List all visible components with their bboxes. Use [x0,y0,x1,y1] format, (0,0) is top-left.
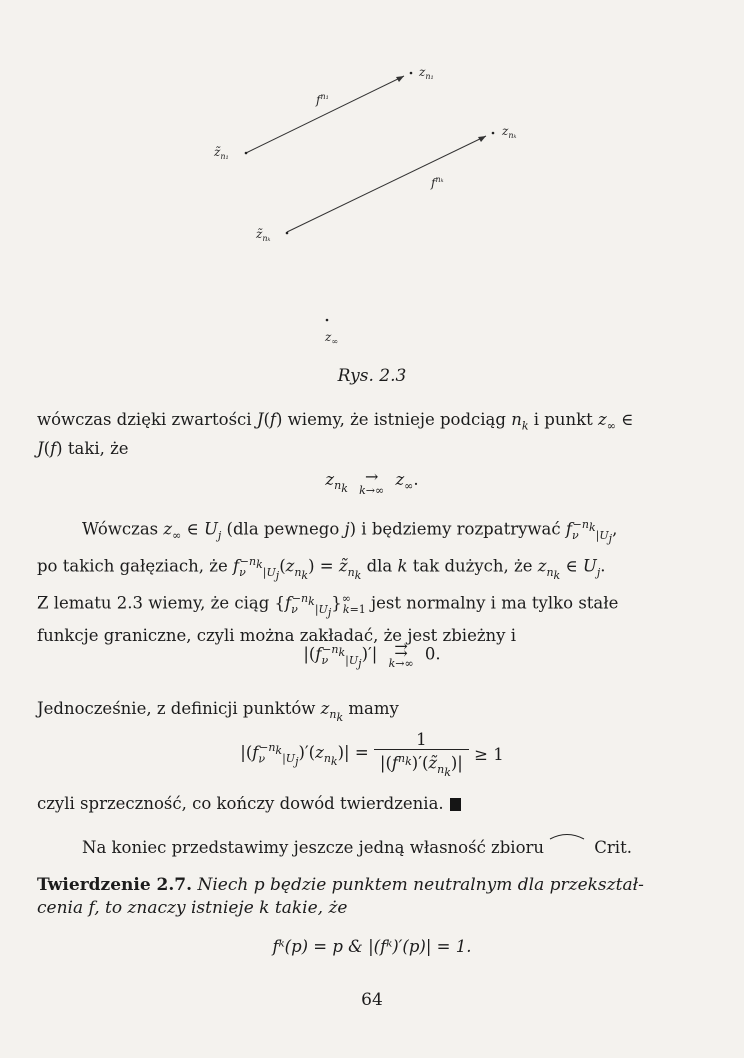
label-z-n1: $z_{n_1}$ [419,65,434,81]
point-z-n1 [410,72,413,75]
paragraph-intro: wówczas dzięki zwartości J(f) wiemy, że istnieje podciąg $n_k$ i punkt $z_\infty$ ∈ J(f) taki, że [37,410,634,459]
figure-caption: Rys. 2.3 [337,366,407,386]
point-zt-nk [286,232,289,235]
point-zt-n1 [245,152,248,155]
equation-uniform-convergence: $|(f_\nu^{-n_k}_{|U_j})'|$ ⇉ k→∞ 0. [303,640,441,670]
paragraph-crit: Na koniec przedstawimy jeszcze jedną własność zbioru Crit . [37,836,713,859]
label-f-nk: $f^{n_k}$ [431,175,444,190]
arrowhead-fnk [478,136,486,142]
equation-derivative-ratio: $|(f_\nu^{-n_k}_{|U_j})'(z_{n_k})|$ = $\frac{1}{|(f^{n_k})'(z̃_{n_k})|}$ ≥ 1 [240,730,504,779]
page-number: 64 [361,990,383,1010]
qed-square-icon [450,798,461,811]
label-f-n1: $f^{n_1}$ [316,92,329,107]
label-zt-n1: $z̃_{n_1}$ [214,145,229,161]
equation-convergence: $z_{n_k}$ → k→∞ $z_\infty$. [325,467,419,497]
label-z-inf: $z_\infty$ [325,330,338,346]
arrow-line-fn1 [246,76,404,153]
crit-hat-icon [549,832,585,840]
figure-rys-2-3 [0,0,744,360]
label-z-nk: $z_{n_k}$ [502,124,517,140]
paragraph-contradiction: czyli sprzeczność, co kończy dowód twierdzenia. [37,792,713,815]
arrowhead-fn1 [396,76,404,82]
theorem-2-7: Twierdzenie 2.7. Niech p będzie punktem neutralnym dla przekształ- cenia f, to znaczy istnieje k takie, że [37,875,644,918]
paragraph-branches: Wówczas $z_\infty$ ∈ $U_j$ (dla pewnego j) i będziemy rozpatrywać $f_\nu^{-n_k}_{|U_j}$, po takich gałęziach, że $f_\nu^{-n_k}_{|U_j}(z_{n_k})$ = $z̃_{n_k}$ dla k tak dużych, że $z_{n_k}$ ∈ $U_j$. Z lematu 2.3 wiemy, że ciąg $\{f_\nu^{-n_k}_{|U_j}\}^\infty_{k=1}$ jest normalny i ma tylko stałe funkcje graniczne, czyli można zakładać, że jest zbieżny i [37,518,619,645]
label-zt-nk: $z̃_{n_k}$ [256,227,271,243]
arrow-line-fnk [287,136,486,232]
point-z-nk [492,132,495,135]
equation-neutral-point: fᵏ(p) = p & |(fᵏ)′(p)| = 1. [272,937,472,956]
paragraph-definition: Jednocześnie, z definicji punktów $z_{n_k}$ mamy [37,699,399,725]
point-z-inf [326,319,329,322]
